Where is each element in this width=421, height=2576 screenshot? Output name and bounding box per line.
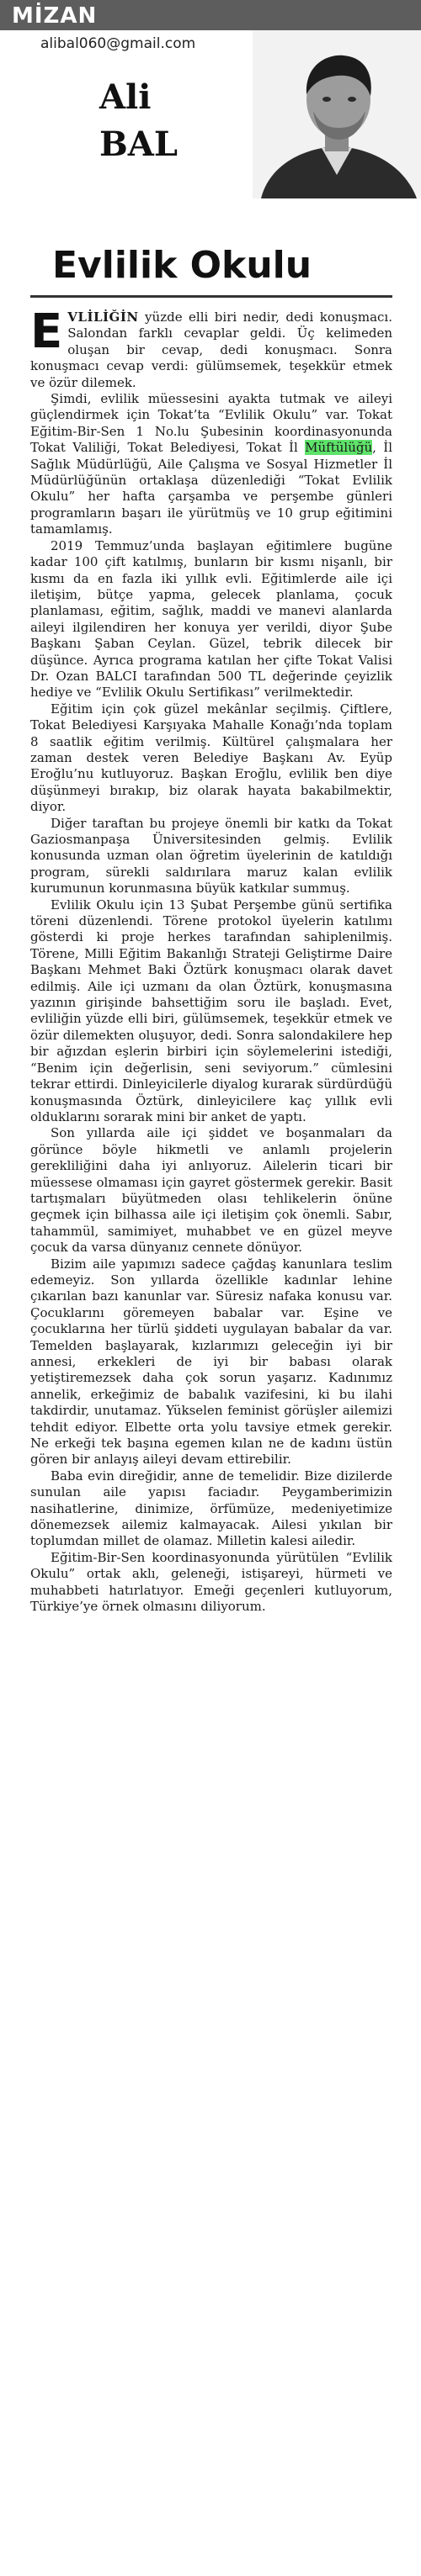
author-last-name: BAL bbox=[99, 124, 178, 164]
article-body bbox=[30, 309, 392, 2563]
author-portrait-image bbox=[253, 30, 421, 198]
section-header-bar bbox=[0, 0, 421, 30]
paragraph-10: Eğitim-Bir-Sen koordinasyonunda yürütülen “Evlilik Okulu” ortak aklı, geleneği, istişareyi, hürmeti ve muhabbeti hatırlatıyor. Emeği geçenleri kutluyorum, Türkiye’ye örnek olmasını diliyorum. bbox=[30, 1549, 392, 1615]
section-label: MİZAN bbox=[12, 3, 98, 29]
author-email: alibal060@gmail.com bbox=[40, 35, 196, 52]
paragraph-1 bbox=[30, 309, 392, 391]
author-photo bbox=[253, 30, 421, 198]
lead-word: VLİLİĞİN bbox=[67, 309, 139, 325]
highlighted-word: Müftülüğü bbox=[305, 440, 373, 456]
paragraph-3: 2019 Temmuz’unda başlayan eğitimlere bugüne kadar 100 çift katılmış, bunların bir kısmı nişanlı, bir kısmı da en fazla iki yıllık evli. Eğitimlerde aile içi iletişim, bütçe yapma, gelecek planlama, çocuk planlaması, eğitim, sağlık, maddi ve manevi alanlarda aileyi ilgilendiren her konuya yer verildi, diyor Şube Başkanı Şaban Ceylan. Güzel, tebrik dilecek bir düşünce. Ayrıca programa katılan her çifte Tokat Valisi Dr. Ozan BALCI tarafından 500 TL değerinde çeyizlik hediye ve “Evlilik Okulu Sertifikası” verilmektedir. bbox=[30, 537, 392, 701]
paragraph-9: Baba evin direğidir, anne de temelidir. Bize dizilerde sunulan aile yapısı faciadır. Peygamberimizin nasihatlerine, dinimize, örfümüze, medeniyetimize dönemezsek ailemiz kalmayacak. Ailesi yıkılan bir toplumdan millet de olamaz. Milletin kalesi ailedir. bbox=[30, 1468, 392, 1549]
paragraph-8: Bizim aile yapımızı sadece çağdaş kanunlara teslim edemeyiz. Son yıllarda özellikle kadınlar lehine çıkarılan bazı kanunlar var. Süresiz nafaka konusu var. Çocuklarını göremeyen babalar var. Eşine ve çocuklarına her türlü şiddeti uygulayan babalar da var. Temelden başlayarak, kızlarımızı geleceğin iyi bir annesi, erkekleri de iyi bir babası olarak yetiştiremezsek daha çok sorun yaşarız. Kadınımız annelik, erkeğimiz de babalık vazifesini, ki bu ilahi takdirdir, unutamaz. Yükselen feminist görüşler ailemizi tehdit ediyor. Elbette orta yolu tavsiye etmek gerekir. Ne erkeği tek başına egemen kılan ne de kadını üstün gören bir anlayış aileyi devam ettirebilir. bbox=[30, 1256, 392, 1468]
headline-divider bbox=[30, 295, 392, 298]
author-first-name: Ali bbox=[99, 77, 152, 117]
paragraph-7: Son yıllarda aile içi şiddet ve boşanmaları da görünce böyle hikmetli ve anlamlı projelerin gerekliliğini daha iyi anlıyoruz. Ailelerin ticari bir müessese olmaması için gayret göstermek gerekir. Basit tartışmaları büyütmeden olası tehlikelerin önüne geçmek için bilhassa aile içi iletişim çok önemli. Sabır, tahammül, samimiyet, muhabbet ve en güzel meyve çocuk da varsa dünyanız cennete dönüyor. bbox=[30, 1125, 392, 1256]
paragraph-4: Eğitim için çok güzel mekânlar seçilmiş. Çiftlere, Tokat Belediyesi Karşıyaka Mahalle Konağı’nda toplam 8 saatlik eğitim verilmiş. Kültürel çalışmalara her zaman destek veren Belediye Başkanı Av. Eyüp Eroğlu’nu kutluyoruz. Başkan Eroğlu, evlilik ben diye düşünmeyi bırakıp, biz olarak hayata bakabilmektir, diyor. bbox=[30, 701, 392, 815]
paragraph-2-text-a: Şimdi, evlilik müessesini ayakta tutmak ve aileyi güçlendirmek için Tokat’ta “Evlilik Okulu” var. Tokat Eğitim-Bir-Sen 1 No.lu Şubesinin koordinasyonunda Tokat Valiliği, Tokat Belediyesi, Tokat İl bbox=[30, 391, 392, 456]
paragraph-2-text-b: , İl Sağlık Müdürlüğü, Aile Çalışma ve Sosyal Hizmetler İl Müdürlüğünün ortaklaşa düzenlediği “Tokat Evlilik Okulu” her hafta çarşamba ve perşembe günleri programların başarı ile yürütmüş ve 10 grup eğitimini tamamlamış. bbox=[30, 440, 392, 537]
paragraph-5: Diğer taraftan bu projeye önemli bir katkı da Tokat Gaziosmanpaşa Üniversitesinden gelmiş. Evlilik konusunda uzman olan öğretim üyelerinin de katıldığı program, sürekli saldırılara maruz kalan evlilik kurumunun korunmasına büyük katkılar summuş. bbox=[30, 815, 392, 897]
drop-cap: E bbox=[30, 309, 63, 359]
paragraph-1-text: yüzde elli biri nedir, dedi konuşmacı. Salondan farklı cevaplar geldi. Üç kelimeden oluşan bir cevap, dedi konuşmacı. Sonra konuşmacı cevap verdi: gülümsemek, teşekkür etmek ve özür dilemek. bbox=[30, 309, 392, 390]
paragraph-6: Evlilik Okulu için 13 Şubat Perşembe günü sertifika töreni düzenlendi. Törene protokol üyelerin katılımı gösterdi ki proje herkes tarafından sahiplenilmiş. Törene, Milli Eğitim Bakanlığı Strateji Geliştirme Daire Başkanı Mehmet Baki Öztürk konuşmacı olarak davet edilmiş. Aile içi uzmanı da olan Öztürk, konuşmasına yazının girişinde bahsettiğim soru ile başladı. Evet, evliliğin yüzde elli biri, gülümsemek, teşekkür etmek ve özür dilemekten oluşuyor, dedi. Sonra salondakilere hep bir ağızdan eşlerin birbiri için söylemelerini istediği, “Benim için değerlisin, seni seviyorum.” cümlesini tekrar ettirdi. Dinleyicilerle diyalog kurarak sürdürdüğü konuşmasında Öztürk, dinleyicilere kaç yıllık evli olduklarını sorarak mini bir anket de yaptı. bbox=[30, 897, 392, 1124]
headline: Evlilik Okulu bbox=[52, 244, 312, 287]
paragraph-2 bbox=[30, 391, 392, 538]
